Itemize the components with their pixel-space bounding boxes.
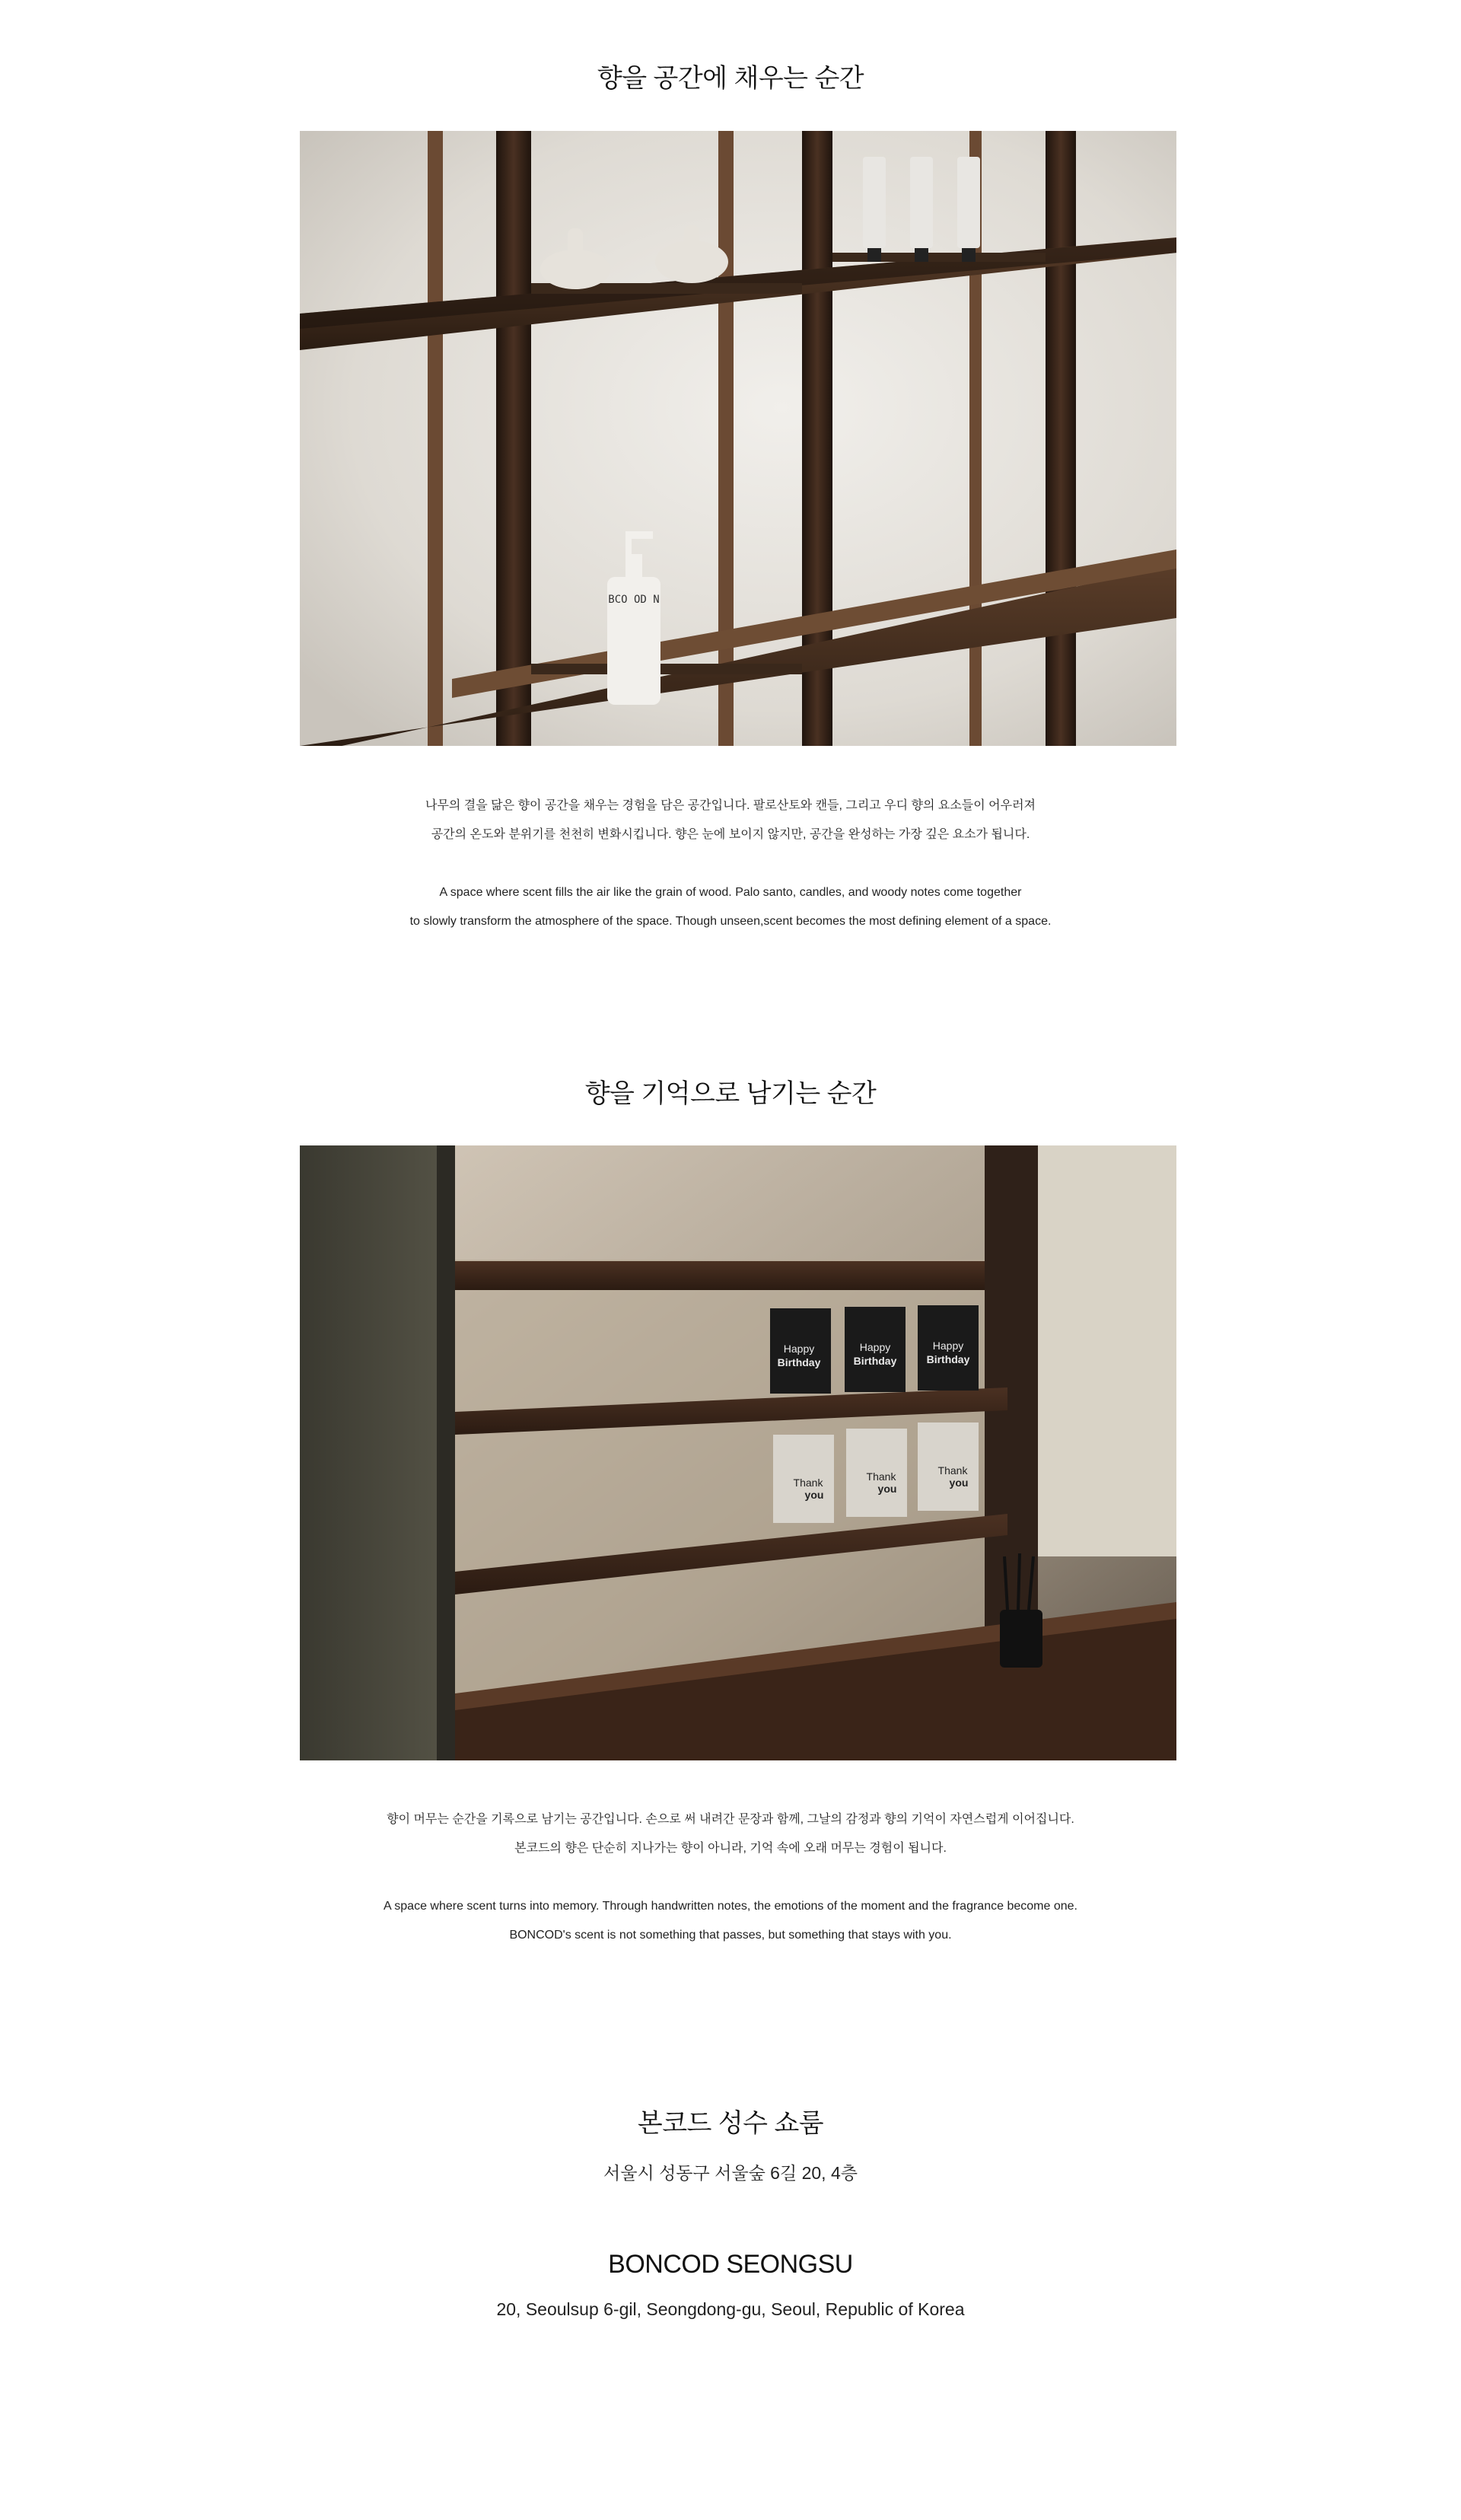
section1-description — [0, 792, 1461, 936]
section-heading: 향을 기억으로 남기는 순간 — [584, 1079, 877, 1108]
card-text: you — [949, 1477, 969, 1489]
spacer — [0, 849, 1461, 878]
card-rack-photo-illustration — [300, 1145, 1176, 1760]
section-heading: 향을 공간에 채우는 순간 — [597, 64, 864, 93]
card-text: Birthday — [926, 1353, 970, 1365]
showroom-address-ko: 서울시 성동구 서울숲 6길 20, 4층 — [603, 2163, 858, 2183]
section1-ko-line1: 나무의 결을 닮은 향이 공간을 채우는 경험을 담은 공간입니다. 팔로산토와 캔들, 그리고 우디 향의 요소들이 어우러져 — [425, 799, 1036, 812]
showroom-ko — [0, 2102, 1461, 2184]
section2-en-line1: A space where scent turns into memory. Through handwritten notes, the emotions of the moment and the fragrance become one. — [384, 1900, 1077, 1913]
shelf-photo-illustration — [300, 131, 1176, 746]
showroom-title-en: BONCOD SEONGSU — [608, 2250, 853, 2279]
section-scent-space — [0, 65, 1461, 91]
section2-ko-line2: 본코드의 향은 단순히 지나가는 향이 아니라, 기억 속에 오래 머무는 경험이 됩니다. — [514, 1842, 947, 1855]
section-memory — [0, 1081, 1461, 1107]
section1-ko-line2: 공간의 온도와 분위기를 천천히 변화시킵니다. 향은 눈에 보이지 않지만, 공간을 완성하는 가장 깊은 요소가 됩니다. — [431, 828, 1030, 841]
card-text: Birthday — [853, 1355, 897, 1367]
showroom-en — [0, 2250, 1461, 2320]
card-text: Happy — [859, 1341, 891, 1353]
section2-description — [0, 1805, 1461, 1950]
card-text: Thank — [793, 1477, 823, 1489]
showroom-title-ko: 본코드 성수 쇼룸 — [637, 2109, 824, 2138]
showroom-address-en: 20, Seoulsup 6-gil, Seongdong-gu, Seoul, Republic of Korea — [496, 2299, 965, 2319]
card-text: Birthday — [777, 1356, 821, 1368]
section1-en-line2: to slowly transform the atmosphere of the space. Though unseen,scent becomes the most defining element of a space. — [409, 915, 1052, 928]
section2-ko-line1: 향이 머무는 순간을 기록으로 남기는 공간입니다. 손으로 써 내려간 문장과 함께, 그날의 감정과 향의 기억이 자연스럽게 이어집니다. — [387, 1813, 1074, 1826]
card-text: Happy — [932, 1340, 964, 1352]
card-text: Thank — [866, 1470, 896, 1483]
card-text: you — [877, 1483, 897, 1495]
card-text: Thank — [937, 1464, 968, 1477]
card-text: Happy — [783, 1343, 815, 1355]
spacer — [0, 1863, 1461, 1892]
section2-en-line2: BONCOD's scent is not something that passes, but something that stays with you. — [509, 1929, 952, 1942]
bottle-label: BCO OD N — [608, 594, 660, 606]
shelf-photo — [300, 131, 1176, 746]
section1-en-line1: A space where scent fills the air like the grain of wood. Palo santo, candles, and woody notes come together — [439, 886, 1022, 899]
card-text: you — [804, 1489, 824, 1501]
card-rack-photo — [300, 1145, 1176, 1760]
